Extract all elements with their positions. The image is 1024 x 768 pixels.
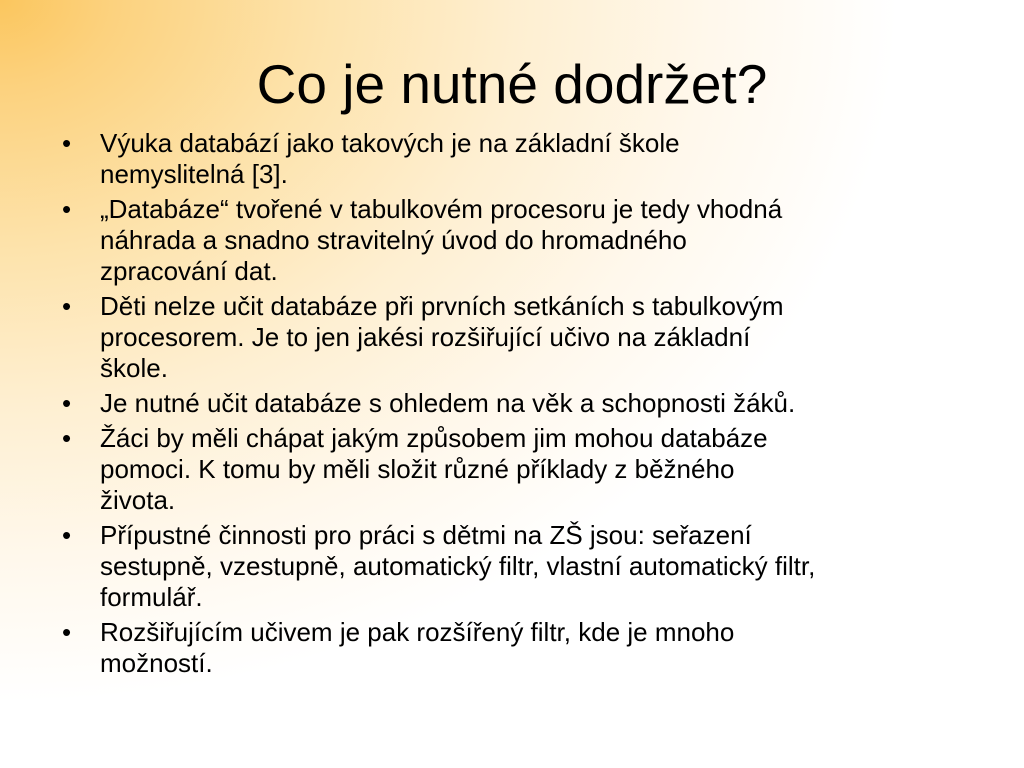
bullet-icon: • [62,388,72,418]
bullet-icon: • [62,520,72,550]
bullet-text-line: sestupně, vzestupně, automatický filtr, vlastní automatický filtr, [100,551,816,581]
bullet-text-line: procesorem. Je to jen jakési rozšiřující učivo na základní [100,322,751,352]
bullet-item [62,291,982,384]
bullet-text-line: formulář. [100,582,203,612]
bullet-item [62,194,982,287]
bullet-text-line: Žáci by měli chápat jakým způsobem jim mohou databáze [100,423,768,453]
bullet-text-line: náhrada a snadno stravitelný úvod do hromadného [100,225,687,255]
bullet-icon: • [62,617,72,647]
bullet-item [62,128,982,190]
bullet-text-line: zpracování dat. [100,256,278,286]
bullet-text-line: nemyslitelná [3]. [100,159,288,189]
bullet-icon: • [62,423,72,453]
bullet-list [62,128,982,683]
bullet-text-line: „Databáze“ tvořené v tabulkovém procesoru je tedy vhodná [100,194,783,224]
bullet-item [62,388,982,419]
bullet-text-line: Děti nelze učit databáze při prvních setkáních s tabulkovým [100,291,784,321]
bullet-text-line: Rozšiřujícím učivem je pak rozšířený filtr, kde je mnoho [100,617,735,647]
bullet-item [62,520,982,613]
bullet-text-line: pomoci. K tomu by měli složit různé příklady z běžného [100,454,735,484]
bullet-text-line: Výuka databází jako takových je na základní škole [100,128,680,158]
bullet-text-line: možností. [100,648,213,678]
bullet-item [62,617,982,679]
bullet-icon: • [62,194,72,224]
bullet-icon: • [62,128,72,158]
bullet-text-line: Je nutné učit databáze s ohledem na věk a schopnosti žáků. [100,388,796,418]
bullet-icon: • [62,291,72,321]
bullet-item [62,423,982,516]
bullet-text-line: Přípustné činnosti pro práci s dětmi na ZŠ jsou: seřazení [100,520,752,550]
slide-title: Co je nutné dodržet? [256,53,768,115]
bullet-text-line: života. [100,485,176,515]
bullet-text-line: škole. [100,353,168,383]
